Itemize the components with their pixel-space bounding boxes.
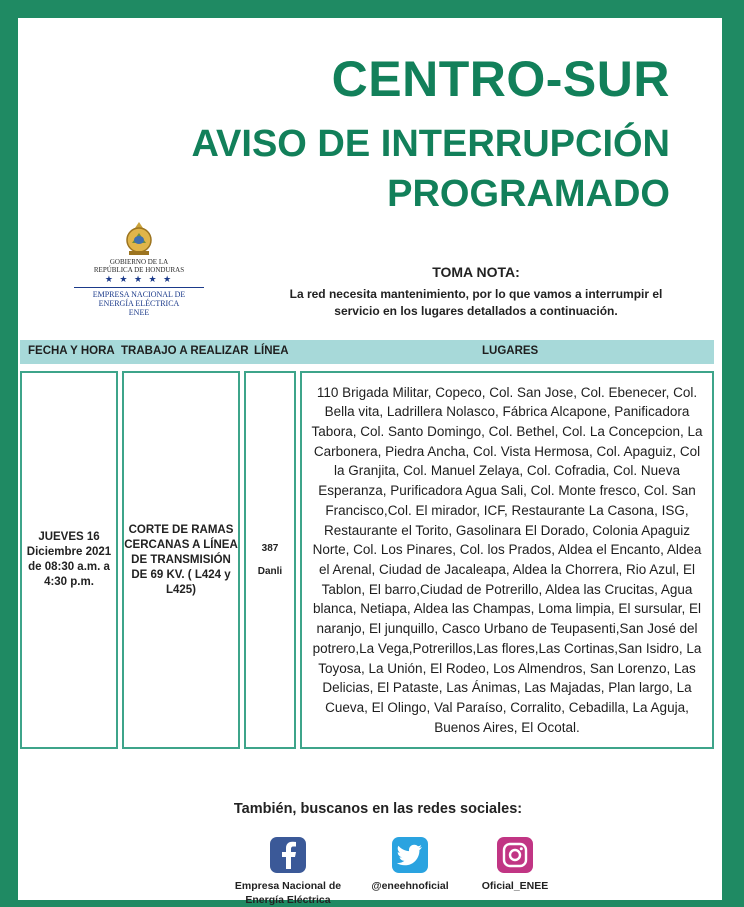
instagram-label: Oficial_ENEE [481, 880, 549, 892]
company-abbr: ENEE [128, 308, 150, 317]
notice-note [276, 264, 676, 320]
region-title: CENTRO-SUR [331, 51, 670, 107]
social-title: También, buscanos en las redes sociales: [233, 801, 523, 817]
notice-title-line1: AVISO DE INTERRUPCIÓN [191, 123, 670, 165]
stars-icon: ★ ★ ★ ★ ★ [104, 274, 174, 284]
company-line1: EMPRESA NACIONAL DE [92, 290, 186, 299]
instagram-link[interactable] [470, 837, 560, 893]
social-section [208, 801, 549, 906]
work-cell: CORTE DE RAMAS CERCANAS A LÍNEA DE TRANSMISIÓN DE 69 KV. ( L424 y L425) [122, 371, 240, 749]
coat-of-arms-icon [122, 221, 156, 257]
facebook-icon [270, 837, 306, 873]
line-name: Danli [257, 566, 283, 577]
table-header [20, 340, 714, 364]
facebook-link[interactable] [228, 837, 348, 907]
header-date: FECHA Y HORA [28, 345, 115, 357]
header-work: TRABAJO A REALIZAR [121, 345, 249, 357]
facebook-label-line2: Energía Eléctrica [245, 894, 331, 906]
facebook-label-line1: Empresa Nacional de [234, 880, 342, 892]
logo-divider [74, 287, 204, 288]
twitter-label: @eneehnoficial [371, 880, 449, 892]
notice-title-line2: PROGRAMADO [387, 173, 670, 215]
notice-title [191, 119, 670, 219]
government-line2: REPÚBLICA DE HONDURAS [93, 266, 185, 274]
twitter-link[interactable] [360, 837, 460, 893]
notice-sheet [18, 18, 722, 906]
header-places: LUGARES [482, 345, 539, 357]
line-cell [244, 371, 296, 749]
company-line2: ENERGÍA ELÉCTRICA [98, 299, 180, 308]
header-line: LÍNEA [254, 345, 289, 357]
places-cell: 110 Brigada Militar, Copeco, Col. San Jose, Col. Ebenecer, Col. Bella vita, Ladrillera Nolasco, Fábrica Alcapone, Panificadora Tabora, Col. Santo Domingo, Col. Bethel, Col. La Concepcion, La Carbonera, Piedra Ancha, Col. Vista Hermosa, Col. Apaguiz, Col la Granjita, Col. Manuel Zelaya, Col. Cofradia, Col. Nueva Esperanza, Purificadora Agua Sali, Col. Monte fresco, Col. San Francisco,Col. El mirador, ICF, Restaurante La Casona, ISG, Restaurante el Torito, Gasolinara El Dorado, Colonia Apaguiz Norte, Col. Los Pinares, Col. los Prados, Aldea el Encanto, Aldea el Arenal, Ciudad de Jacaleapa, Aldea la Chorrera, Rio Azul, El Tablon, El barro,Ciudad de Potrerillo, Aldea las Crucitas, Agua blanca, Netiapa, Aldea las Champas, Loma limpia, El sursular, El naranjo, El junquillo, Casco Urbano de Teupasenti,San José del potrero,La Vega,Potrerillos,Las flores,Las Cortinas,San Isidro, La Toyosa, La Unión, El Rodeo, Los Almendros, San Lorenzo, Las Delicias, El Pataste, Las Ánimas, Las Majadas, Plan largo, La Cueva, El Olingo, Val Paraíso, Corralito, Cebadilla, La Aguja, Buenos Aires, El Ocotal. [300, 371, 714, 749]
note-text: La red necesita mantenimiento, por lo que vamos a interrumpir el servicio en los lugares detallados a continuación. [289, 287, 663, 318]
instagram-icon [497, 837, 533, 873]
enee-logo [74, 221, 204, 317]
company-label [74, 290, 204, 317]
government-line1: GOBIERNO DE LA [109, 258, 169, 266]
line-number: 387 [261, 543, 279, 554]
twitter-icon [392, 837, 428, 873]
government-label [74, 258, 204, 274]
note-title: TOMA NOTA: [432, 264, 520, 280]
date-cell: JUEVES 16 Diciembre 2021 de 08:30 a.m. a 4:30 p.m. [20, 371, 118, 749]
